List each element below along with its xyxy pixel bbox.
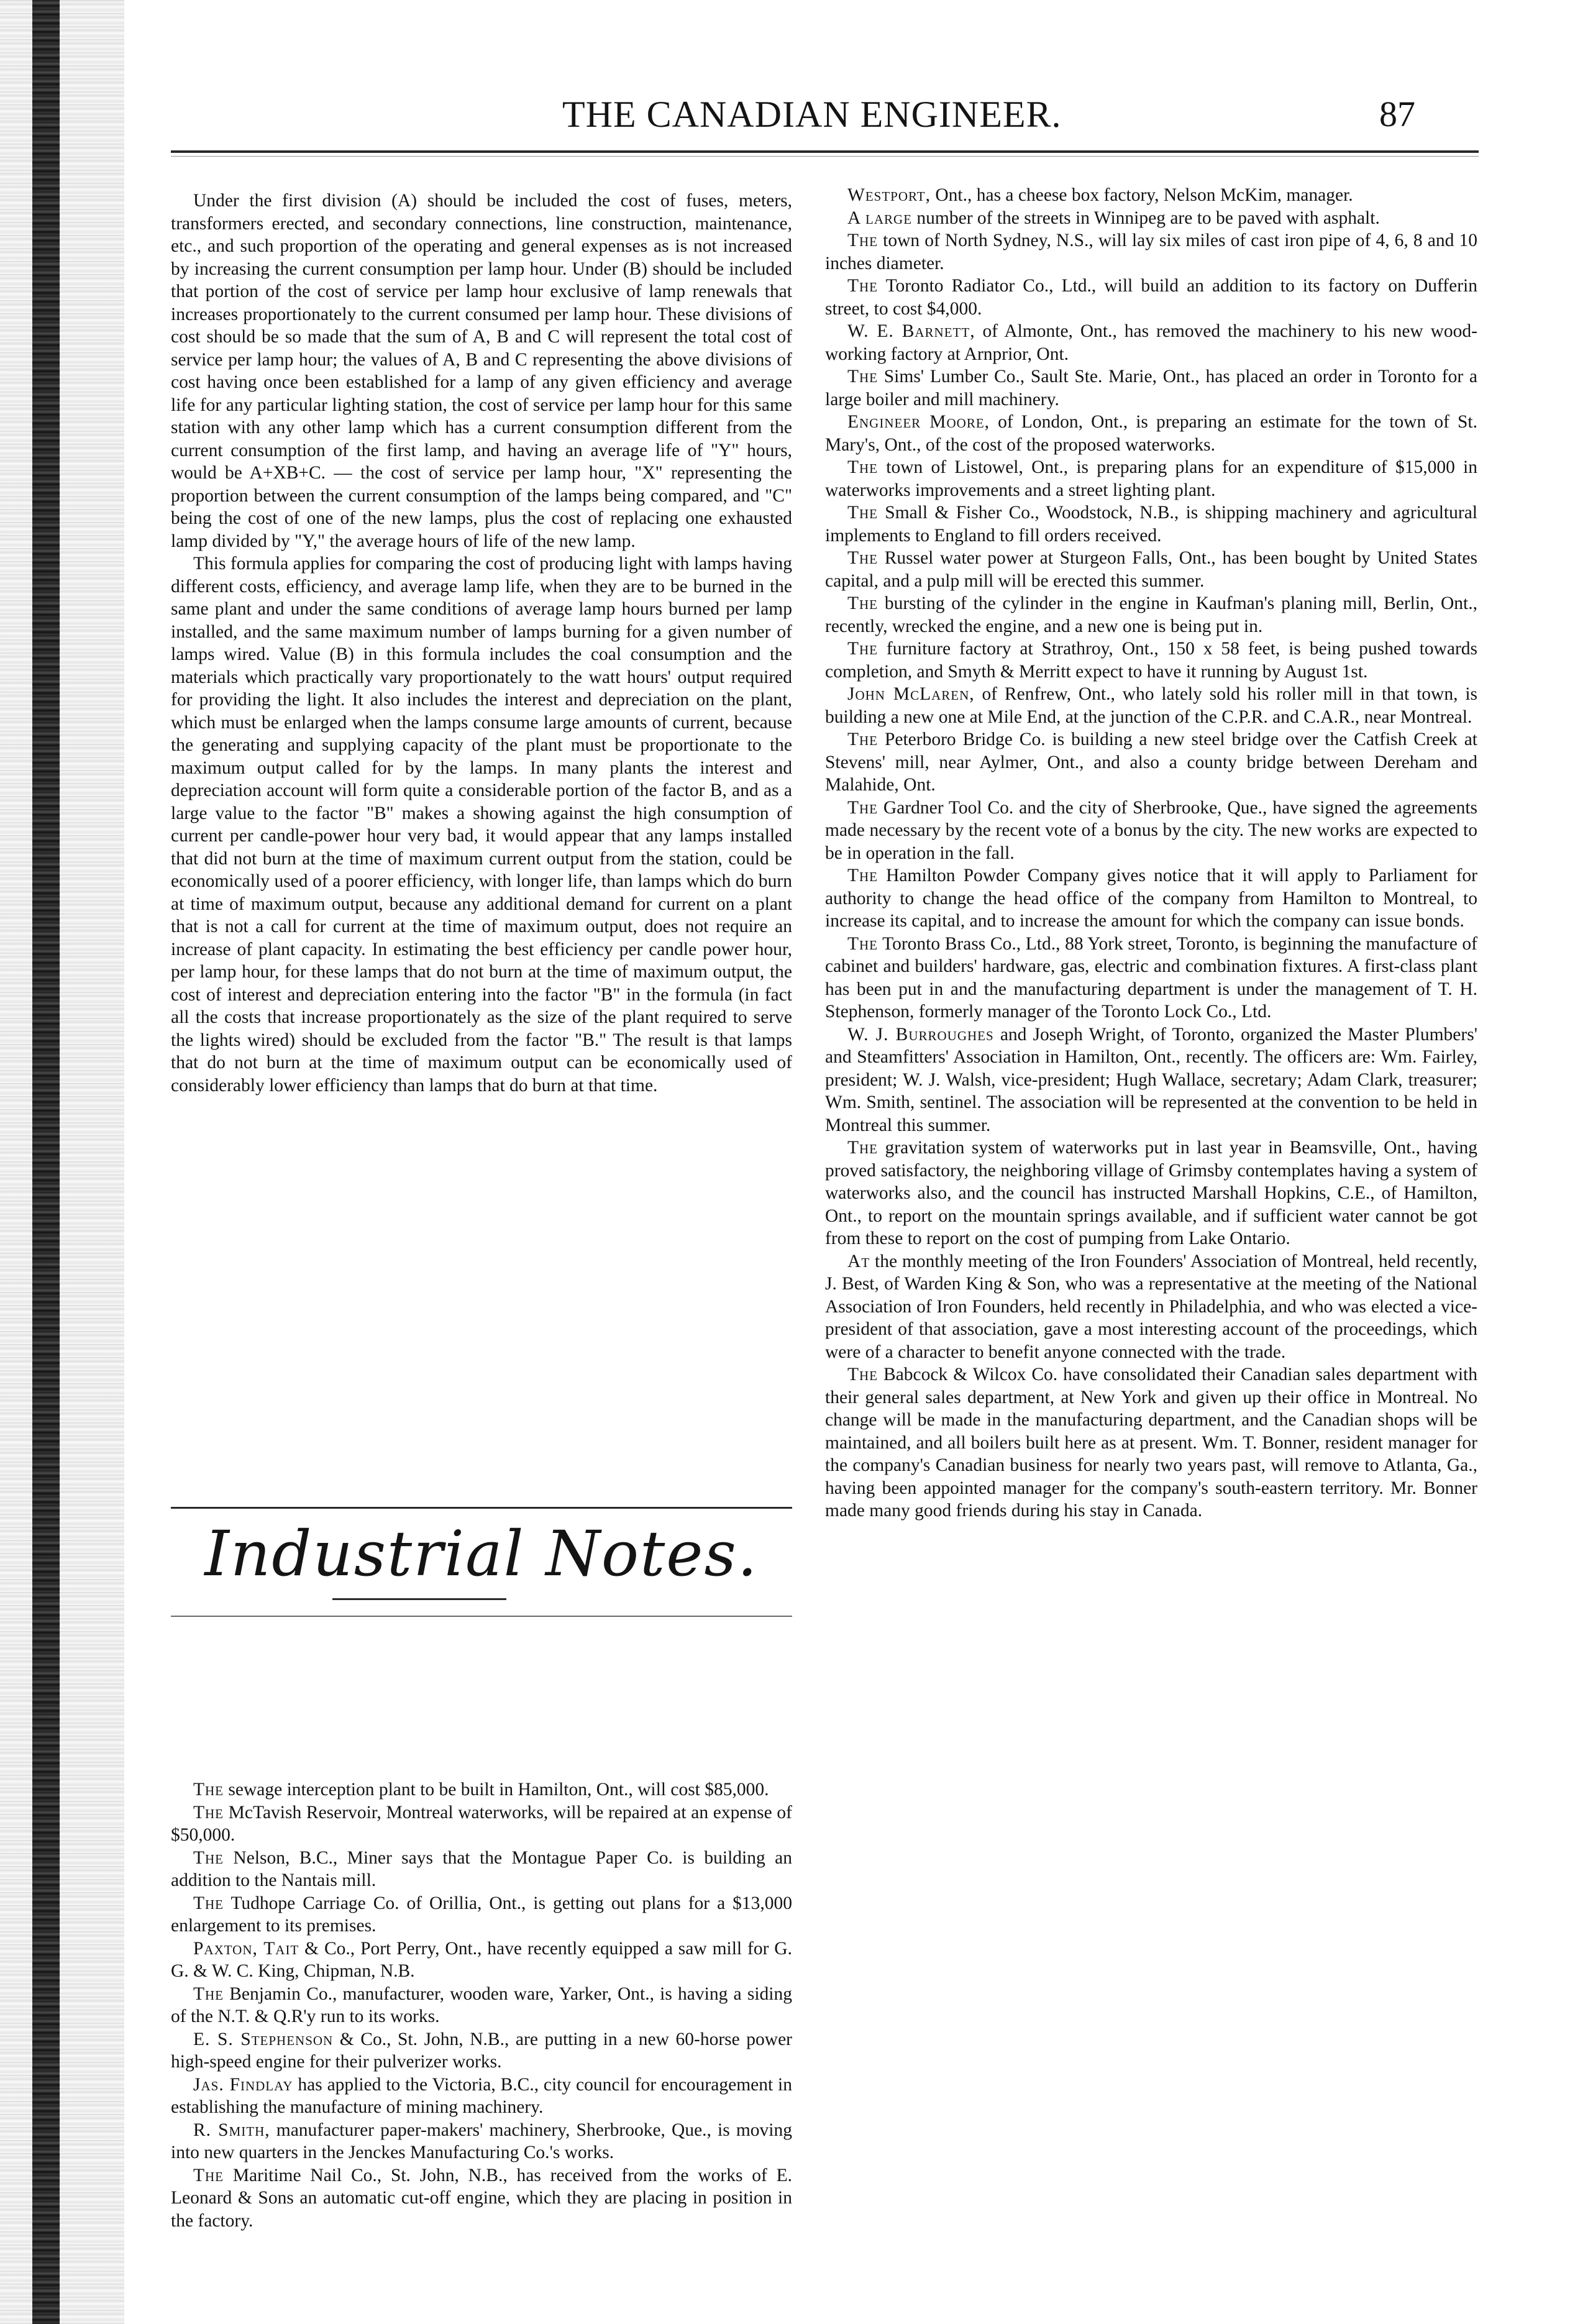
note-text: Ont., has a cheese box factory, Nelson McKim, manager. — [930, 185, 1353, 205]
article-paragraph: This formula applies for comparing the cost of producing light with lamps having different costs, efficiency, and average lamp life, when they are to be burned in the same plant and under the same conditions of average lamp hours burned per lamp installed, and the same maximum number of lamps burning for a given number of lamps wired. Value (B) in this formula includes the coal consumption and the materials which practically vary proportionately to the watt hours' output required for providing the light. It also includes the interest and depreciation on the plant, which must be enlarged when the lamps consume large amounts of current, because the generating and supplying capacity of the plant must be proportionate to the maximum output called for by the lamps. In many plants the interest and depreciation account will form quite a considerable portion of the factor B, and as a large value to the factor "B" makes a showing against the high consumption of current per candle-power hour very bad, it would appear that any lamps installed that did not burn at the time of maximum current output from the station, could be economically used of a poorer efficiency, with longer life, than lamps which do burn at time of maximum output, because any additional demand for current on a plant that is not a call for current at the time of maximum output, does not require an increase of plant capacity. In estimating the best efficiency per candle power hour, per lamp hour, for these lamps that do not burn at the time of maximum output, the cost of interest and depreciation entering into the factor "B" in the formula (in fact all the costs that increase proportionately as the size of the plant required to serve the lights wired) should be excluded from the factor "B." The result is that lamps that do not burn at the time of maximum output can be economically used of considerably lower efficiency than lamps that do burn at that time. — [171, 554, 792, 1096]
note-lead: John McLaren, — [847, 684, 975, 704]
note-lead: The — [847, 276, 879, 296]
note-lead: The — [847, 866, 879, 885]
note-item — [825, 229, 1477, 275]
note-lead: The — [847, 797, 879, 818]
note-text: bursting of the cylinder in the engine in Kaufman's planing mill, Berlin, Ont., recently, wrecked the engine, and a new one is being put in. — [825, 593, 1477, 636]
note-lead: The — [193, 1893, 224, 1913]
note-item — [171, 1778, 792, 1801]
note-text: Sims' Lumber Co., Sault Ste. Marie, Ont., has placed an order in Toronto for a large boiler and mill machinery. — [825, 367, 1477, 409]
note-lead: The — [847, 548, 879, 568]
note-item — [825, 365, 1477, 411]
note-text: town of North Sydney, N.S., will lay six miles of cast iron pipe of 4, 6, 8 and 10 inches diameter. — [825, 231, 1477, 273]
note-item — [825, 864, 1477, 933]
note-item — [825, 1363, 1477, 1522]
section-rule — [171, 1507, 792, 1509]
note-text: McTavish Reservoir, Montreal waterworks, will be repaired at an expense of $50,000. — [171, 1802, 792, 1845]
note-item — [171, 2164, 792, 2233]
note-lead: The — [847, 231, 879, 250]
note-lead: The — [193, 1847, 224, 1868]
note-lead: R. Smith, — [193, 2120, 270, 2140]
heading-underline — [332, 1598, 506, 1600]
notes-heading: Industrial Notes. — [204, 1517, 759, 1590]
notes-rule — [171, 1616, 792, 1617]
note-lead: Paxton, Tait — [193, 1938, 299, 1959]
note-lead: The — [193, 1983, 224, 2004]
note-item — [825, 592, 1477, 638]
note-item — [825, 1250, 1477, 1364]
note-text: number of the streets in Winnipeg are to be paved with asphalt. — [912, 208, 1380, 228]
note-text: Maritime Nail Co., St. John, N.B., has received from the works of E. Leonard & Sons an automatic cut-off engine, which they are placing in position in the factory. — [171, 2165, 792, 2231]
notes-heading-block — [171, 1510, 792, 1597]
note-item — [825, 275, 1477, 320]
note-item — [825, 1137, 1477, 1250]
binding-edge-shadow — [0, 0, 124, 2324]
note-lead: The — [193, 1802, 224, 1823]
note-text: Gardner Tool Co. and the city of Sherbrooke, Que., have signed the agreements made necessary by the recent vote of a bonus by the city. The new works are expected to be in operation in the fall. — [825, 797, 1477, 863]
note-text: gravitation system of waterworks put in last year in Beamsville, Ont., having proved satisfactory, the neighboring village of Grimsby contemplates having a system of waterworks also, and the council has instructed Marshall Hopkins, C.E., of Hamilton, Ont., to report on the mountain springs available, and if sufficient water cannot be got from these to report on the cost of pumping from Lake Ontario. — [825, 1138, 1477, 1248]
note-item — [825, 501, 1477, 547]
note-text: the monthly meeting of the Iron Founders' Association of Montreal, held recently, J. Best, of Warden King & Son, who was a representative at the meeting of the National Association of Iron Founders, held recently in Philadelphia, and who was elected a vice-president of that association, gave a most interesting account of the proceedings, which were of a character to benefit anyone connected with the trade. — [825, 1251, 1477, 1362]
note-text: Hamilton Powder Company gives notice that it will apply to Parliament for authority to change the head office of the company from Hamilton to Montreal, to increase its capital, and to increase the amount for which the company can issue bonds. — [825, 866, 1477, 931]
note-text: & Co., St. John, N.B., are putting in a new 60-horse power high-speed engine for their pulverizer works. — [171, 2029, 792, 2072]
note-text: Small & Fisher Co., Woodstock, N.B., is shipping machinery and agricultural implements to England to fill orders received. — [825, 503, 1477, 546]
page-number: 87 — [1379, 94, 1415, 134]
note-item — [171, 1892, 792, 1937]
note-lead: The — [847, 1138, 879, 1158]
note-text: Benjamin Co., manufacturer, wooden ware, Yarker, Ont., is having a siding of the N.T. & Q.R'y run to its works. — [171, 1983, 792, 2026]
note-item — [171, 1801, 792, 1847]
note-lead: The — [847, 593, 879, 613]
note-text: Peterboro Bridge Co. is building a new steel bridge over the Catfish Creek at Stevens' mill, near Aylmer, Ont., and also a county bridge between Dereham and Malahide, Ont. — [825, 730, 1477, 795]
note-lead: A large — [847, 208, 913, 228]
note-item — [825, 547, 1477, 592]
note-lead: Westport, — [847, 185, 931, 205]
note-lead: Engineer Moore, — [847, 412, 990, 432]
note-item — [825, 411, 1477, 456]
note-lead: The — [847, 457, 879, 477]
notes-column-left — [171, 1778, 792, 2232]
note-text: Toronto Brass Co., Ltd., 88 York street, Toronto, is beginning the manufacture of cabinet and builders' hardware, gas, electric and combination fixtures. A first-class plant has been put in and the manufacturing department is under the management of T. H. Stephenson, formerly manager of the Toronto Lock Co., Ltd. — [825, 933, 1477, 1022]
note-text: Russel water power at Sturgeon Falls, Ont., has been bought by United States capital, and a pulp mill will be erected this summer. — [825, 548, 1477, 591]
note-item — [825, 1023, 1477, 1137]
note-text: has applied to the Victoria, B.C., city council for encouragement in establishing the manufacture of mining machinery. — [171, 2074, 792, 2117]
note-text: of Renfrew, Ont., who lately sold his roller mill in that town, is building a new one at Mile End, at the junction of the C.P.R. and C.A.R., near Montreal. — [825, 684, 1477, 727]
note-lead: At — [847, 1251, 870, 1271]
note-item — [171, 1937, 792, 1983]
note-item — [171, 1983, 792, 2028]
note-text: furniture factory at Strathroy, Ont., 150 x 58 feet, is being pushed towards completion, and Smyth & Merritt expect to have it running by August 1st. — [825, 639, 1477, 682]
note-lead: The — [193, 1780, 224, 1800]
note-text: of London, Ont., is preparing an estimate for the town of St. Mary's, Ont., of the cost of the proposed waterworks. — [825, 412, 1477, 455]
article-column — [171, 190, 792, 1097]
note-lead: The — [847, 503, 879, 523]
note-text: sewage interception plant to be built in Hamilton, Ont., will cost $85,000. — [224, 1780, 769, 1800]
note-lead: W. J. Burroughes — [847, 1024, 994, 1045]
note-text: & Co., Port Perry, Ont., have recently equipped a saw mill for G. G. & W. C. King, Chipman, N.B. — [171, 1938, 792, 1981]
note-item — [171, 2074, 792, 2119]
note-text: Nelson, B.C., Miner says that the Montague Paper Co. is building an addition to the Nantais mill. — [171, 1847, 792, 1890]
note-text: of Almonte, Ont., has removed the machinery to his new wood-working factory at Arnprior, Ont. — [825, 321, 1477, 364]
note-text: Tudhope Carriage Co. of Orillia, Ont., is getting out plans for a $13,000 enlargement to its premises. — [171, 1893, 792, 1936]
note-text: and Joseph Wright, of Toronto, organized the Master Plumbers' and Steamfitters' Association in Hamilton, Ont., recently. The officers are: Wm. Fairley, president; W. J. Walsh, vice-president; Hugh Wallace, secretary; Adam Clark, treasurer; Wm. Smith, sentinel. The association will be represented at the convention to be held in Montreal this summer. — [825, 1024, 1478, 1135]
note-item — [825, 933, 1477, 1023]
note-item — [825, 797, 1477, 865]
note-item — [825, 184, 1477, 207]
note-lead: E. S. Stephenson — [193, 2029, 334, 2049]
note-lead: Jas. Findlay — [193, 2074, 293, 2095]
note-item — [171, 1847, 792, 1892]
header-rule-thin — [171, 156, 1479, 157]
note-lead: W. E. Barnett, — [847, 321, 975, 341]
note-item — [171, 2119, 792, 2164]
note-item — [825, 456, 1477, 501]
article-paragraph: Under the first division (A) should be included the cost of fuses, meters, transformers erected, and secondary connections, line construction, maintenance, etc., and such proportion of the operating and general expenses as is not increased by increasing the current consumption per lamp hour. Under (B) should be included that portion of the cost of service per lamp hour exclusive of lamp renewals that increases proportionately to the current consumed per lamp hour. These divisions of cost should be so made that the sum of A, B and C will represent the total cost of service per lamp hour; the values of A, B and C representing the above divisions of cost having once been established for a lamp of any given efficiency and average life for any particular lighting station, the cost of service per lamp hour for this same station with any other lamp which has a current consumption different from the current consumption of the first lamp, and having an average life of "Y" hours, would be A+XB+C. — the cost of service per lamp hour, "X" representing the proportion between the current consumption of the lamps being compared, and "C" being the cost of one of the new lamps, plus the cost of replacing one exhausted lamp divided by "Y," the average hours of life of the new lamp. — [171, 191, 792, 551]
page-title: THE CANADIAN ENGINEER. — [562, 94, 1062, 135]
note-lead: The — [193, 2165, 224, 2185]
note-item — [825, 638, 1477, 683]
note-text: manufacturer paper-makers' machinery, Sherbrooke, Que., is moving into new quarters in the Jenckes Manufacturing Co.'s works. — [171, 2120, 792, 2162]
binding-edge-strip — [32, 0, 60, 2324]
note-item — [825, 683, 1477, 728]
note-text: Toronto Radiator Co., Ltd., will build an addition to its factory on Dufferin street, to cost $4,000. — [825, 276, 1477, 319]
note-item — [171, 2028, 792, 2074]
note-item — [825, 320, 1477, 365]
note-text: town of Listowel, Ont., is preparing plans for an expenditure of $15,000 in waterworks improvements and a street lighting plant. — [825, 457, 1477, 500]
note-lead: The — [847, 1365, 879, 1384]
note-lead: The — [847, 933, 879, 954]
note-lead: The — [847, 730, 879, 749]
note-item — [825, 728, 1477, 797]
note-lead: The — [847, 367, 879, 387]
note-text: Babcock & Wilcox Co. have consolidated their Canadian sales department with their general sales department, at New York and given up their office in Montreal. No change will be made in the manufacturing department, and the Canadian shops will be maintained, and all boilers built here as at present. Wm. T. Bonner, resident manager for the company's Canadian business for nearly two years past, will remove to Atlanta, Ga., having been appointed manager for the company's south-eastern territory. Mr. Bonner made many good friends during his stay in Canada. — [825, 1365, 1477, 1521]
notes-column-right — [825, 184, 1477, 1522]
note-lead: The — [847, 639, 879, 659]
note-item — [825, 207, 1477, 230]
header-rule — [171, 150, 1479, 153]
